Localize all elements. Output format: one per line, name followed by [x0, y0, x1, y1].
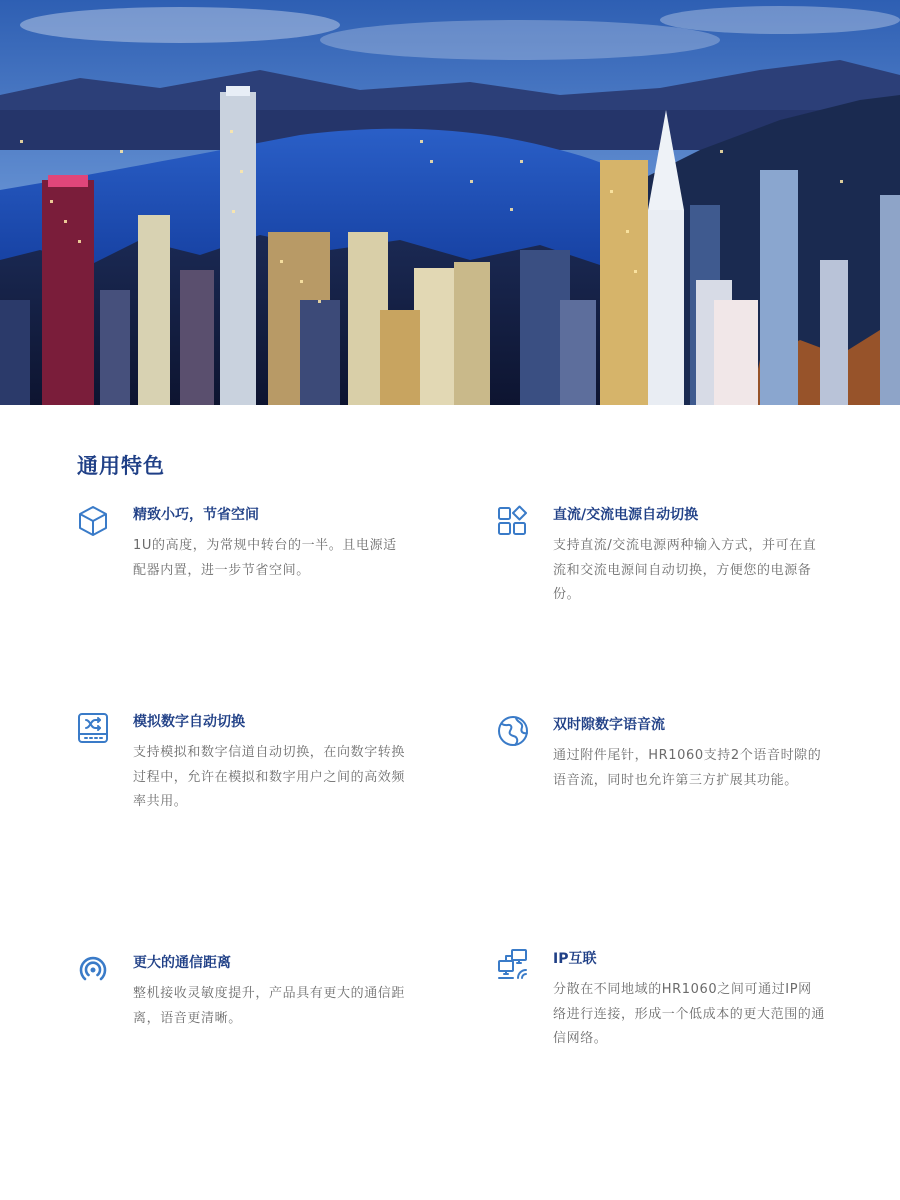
- hero-city-skyline-image: [0, 0, 900, 405]
- feature-power-switch: [553, 506, 825, 608]
- feature-dual-slot: [553, 716, 825, 793]
- feature-title: 直流/交流电源自动切换: [553, 507, 699, 523]
- apps-grid-icon: [496, 504, 530, 538]
- network-computers-icon: [496, 948, 530, 982]
- feature-description: 支持直流/交流电源两种输入方式，并可在直流和交流电源间自动切换，方便您的电源备份。: [553, 538, 817, 602]
- feature-description: 1U的高度，为常规中转台的一半。且电源适配器内置，进一步节省空间。: [133, 538, 397, 578]
- cube-icon: [76, 504, 110, 538]
- signal-broadcast-icon: [76, 952, 110, 986]
- feature-analog-digital: [133, 713, 405, 815]
- feature-compact: [133, 506, 405, 583]
- globe-icon: [496, 714, 530, 748]
- feature-title: 模拟数字自动切换: [133, 714, 245, 730]
- feature-ip-interconnect: [553, 950, 825, 1052]
- feature-description: 分散在不同地域的HR1060之间可通过IP网络进行连接，形成一个低成本的更大范围的通信网络。: [553, 982, 826, 1046]
- section-title: 通用特色: [77, 454, 165, 478]
- feature-description: 支持模拟和数字信道自动切换，在向数字转换过程中，允许在模拟和数字用户之间的高效频率共用。: [133, 745, 406, 809]
- feature-description: 整机接收灵敏度提升，产品具有更大的通信距离，语音更清晰。: [133, 986, 406, 1026]
- feature-title: 双时隙数字语音流: [553, 717, 665, 733]
- feature-title: 精致小巧，节省空间: [133, 507, 259, 523]
- feature-range: [133, 954, 405, 1031]
- feature-title: 更大的通信距离: [133, 955, 231, 971]
- switch-device-icon: [76, 711, 110, 745]
- feature-description: 通过附件尾针，HR1060支持2个语音时隙的语音流，同时也允许第三方扩展其功能。: [553, 748, 822, 788]
- feature-title: IP互联: [553, 951, 597, 967]
